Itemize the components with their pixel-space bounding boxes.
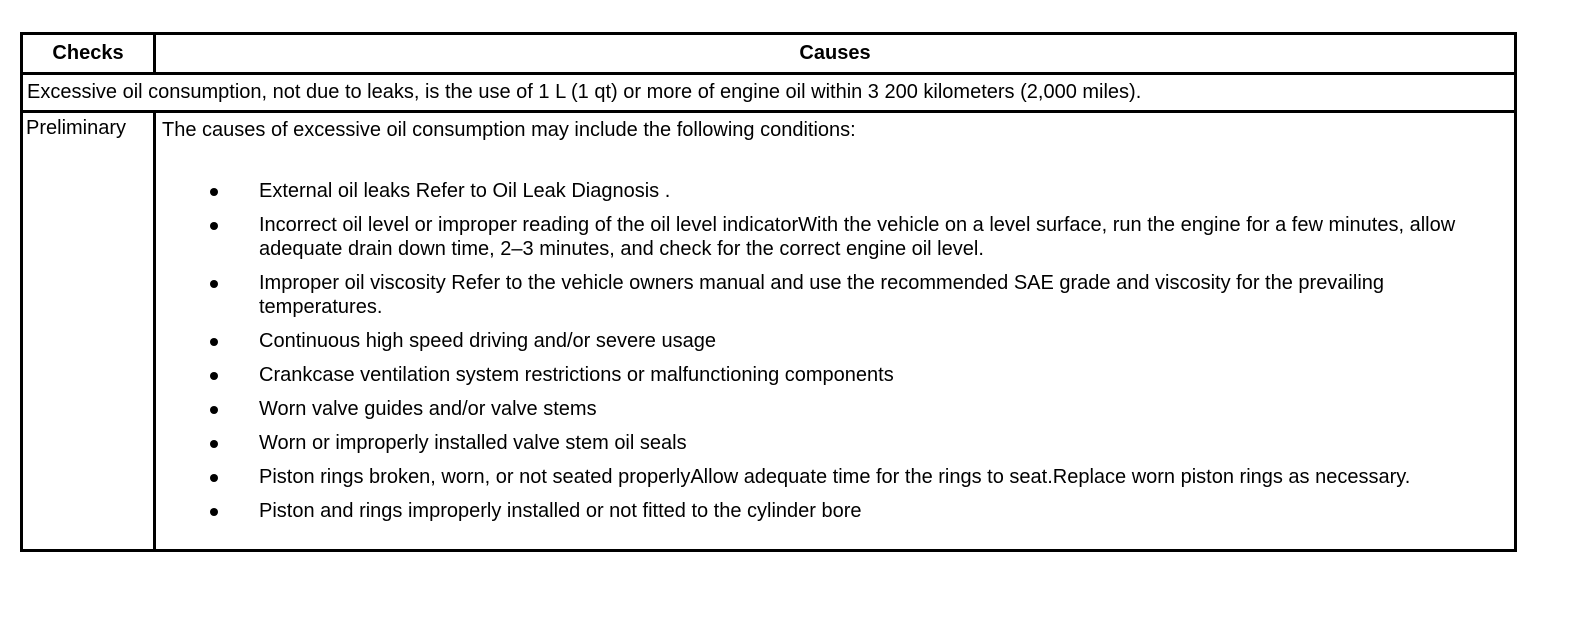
check-step-label: Preliminary bbox=[22, 112, 155, 551]
table-header-row bbox=[22, 34, 1516, 74]
list-item bbox=[162, 465, 1514, 489]
causes-column-header: Causes bbox=[155, 34, 1516, 74]
condition-description: Excessive oil consumption, not due to leaks, is the use of 1 L (1 qt) or more of engine oil within 3 200 kilometers (2,000 miles). bbox=[22, 74, 1516, 112]
list-item bbox=[162, 431, 1514, 455]
bullet-icon bbox=[210, 280, 218, 288]
list-item bbox=[162, 397, 1514, 421]
causes-cell bbox=[155, 112, 1516, 551]
list-item bbox=[162, 213, 1514, 261]
list-item bbox=[162, 329, 1514, 353]
cause-text: Improper oil viscosity Refer to the vehicle owners manual and use the recommended SAE grade and viscosity for the prevailing temperatures. bbox=[259, 272, 1385, 318]
bullet-icon bbox=[210, 188, 218, 196]
cause-text: Piston and rings improperly installed or not fitted to the cylinder bore bbox=[259, 500, 862, 522]
bullet-icon bbox=[210, 474, 218, 482]
causes-list bbox=[162, 179, 1514, 523]
bullet-icon bbox=[210, 372, 218, 380]
bullet-icon bbox=[210, 440, 218, 448]
cause-text: Worn or improperly installed valve stem oil seals bbox=[259, 432, 687, 454]
list-item bbox=[162, 363, 1514, 387]
checks-column-header: Checks bbox=[22, 34, 155, 74]
list-item bbox=[162, 179, 1514, 203]
cause-text: Piston rings broken, worn, or not seated properlyAllow adequate time for the rings to seat.Replace worn piston rings as necessary. bbox=[259, 466, 1411, 488]
bullet-icon bbox=[210, 406, 218, 414]
cause-text: Worn valve guides and/or valve stems bbox=[259, 398, 597, 420]
table-row bbox=[22, 112, 1516, 551]
list-item bbox=[162, 271, 1514, 319]
cause-text: External oil leaks Refer to Oil Leak Diagnosis . bbox=[259, 180, 671, 202]
bullet-icon bbox=[210, 338, 218, 346]
cause-text: Crankcase ventilation system restrictions or malfunctioning components bbox=[259, 364, 894, 386]
cause-text: Incorrect oil level or improper reading of the oil level indicatorWith the vehicle on a level surface, run the engine for a few minutes, allow adequate drain down time, 2–3 minutes, and check for the correct engine oil level. bbox=[259, 214, 1456, 260]
description-row bbox=[22, 74, 1516, 112]
bullet-icon bbox=[210, 222, 218, 230]
causes-intro: The causes of excessive oil consumption may include the following conditions: bbox=[162, 119, 856, 141]
list-item bbox=[162, 499, 1514, 523]
oil-consumption-diagnosis-table bbox=[20, 32, 1517, 552]
bullet-icon bbox=[210, 508, 218, 516]
cause-text: Continuous high speed driving and/or severe usage bbox=[259, 330, 716, 352]
